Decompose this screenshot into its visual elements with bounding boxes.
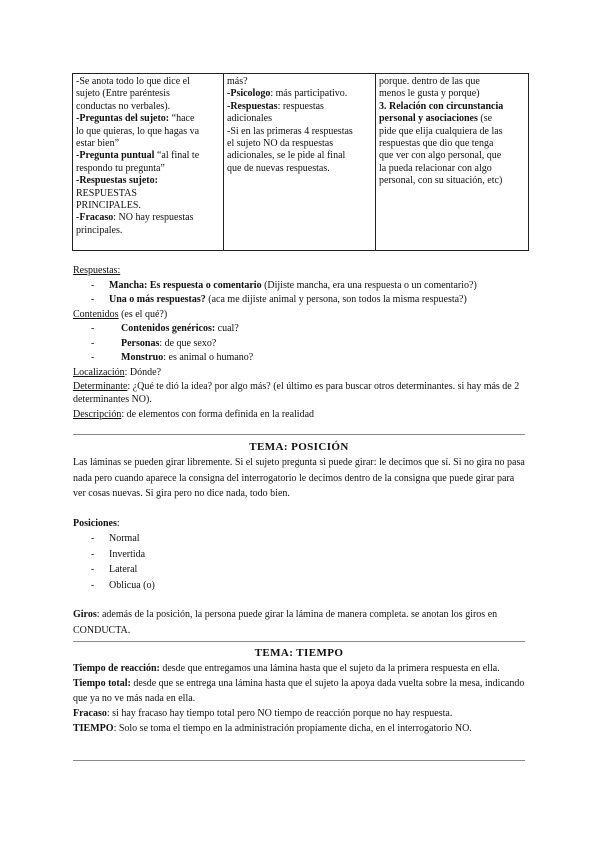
cell-line: [379, 88, 525, 100]
bold-term: 3. Relación con circunstancia: [379, 100, 504, 112]
bold-term: -Fracaso: [76, 212, 114, 224]
bold-term: personal y asociaciones: [379, 113, 478, 125]
bold-term: -Pregunta puntual: [76, 150, 155, 162]
table-row: [73, 74, 529, 251]
text-run: estar bien”: [76, 138, 120, 150]
cell-line: [76, 175, 220, 187]
tiempo-item: [73, 676, 529, 706]
text-run: (aca me dijiste animal y persona, son todos la misma respuesta?): [205, 294, 467, 305]
text-run: menos le gusta y porque): [379, 88, 480, 100]
tiempo-item: [73, 661, 529, 676]
list-item: [73, 279, 529, 294]
bold-term: Contenidos genéricos:: [121, 323, 216, 334]
text-run: : de que sexo?: [159, 337, 217, 349]
bold-term: -Psicologo: [227, 88, 271, 100]
cell-line: [379, 76, 525, 88]
cell-line: [227, 113, 372, 125]
text-run: : Solo se toma el tiempo en la administración propiamente dicha, en el interrogatorio NO.: [113, 723, 472, 734]
text-run: la pueda relacionar con algo: [379, 162, 492, 174]
bold-term: -Respuestas: [227, 100, 278, 112]
dash-bullet: -: [91, 579, 95, 591]
contenidos-heading: Contenidos (es el qué?): [73, 308, 168, 320]
localizacion-line: Localización: Dónde?: [73, 366, 162, 378]
text-run: desde que se entrega una lámina hasta que el sujeto la apoya dada vuelta sobre la mesa, indicando que ya no ve más nada en ella.: [73, 678, 525, 704]
cell-line: [227, 76, 372, 88]
position-label: Lateral: [109, 564, 138, 575]
cell-line: [379, 126, 525, 138]
text-run: más?: [227, 76, 248, 87]
bold-term: Tiempo total:: [73, 678, 131, 689]
text-run: : NO hay respuestas: [113, 212, 194, 224]
cell-line: [76, 101, 220, 113]
text-run: RESPUESTAS: [76, 187, 137, 199]
cell-line: [76, 163, 220, 175]
text-run: porque. dentro de las que: [379, 76, 480, 87]
text-run: cual?: [215, 323, 239, 334]
cell-line: [76, 225, 220, 237]
text-run: el sujeto NO da respuestas: [227, 138, 334, 150]
bold-term: Una o más respuestas?: [109, 294, 206, 305]
text-run: respondo tu pregunta”: [76, 162, 165, 174]
cell-line: [76, 88, 220, 100]
dash-bullet: -: [91, 533, 95, 544]
bold-term: Fracaso: [73, 708, 107, 719]
dash-bullet: -: [91, 352, 95, 363]
cell-line: [76, 200, 220, 212]
text-run: personal, con su situación, etc): [379, 175, 503, 187]
table-cell-col1: [73, 74, 224, 251]
text-run: : más participativo.: [270, 88, 348, 100]
tiempo-item: [73, 706, 529, 721]
cell-line: [227, 138, 372, 150]
position-item: [73, 547, 529, 563]
posicion-intro: Las láminas se pueden girar libremente. Si el sujeto pregunta si puede girar: le decimos que sí. Si no gira no pasa nada pero cuando aparece la consigna del interrogatorio le decimos dentro de la consigna que puede girar para ver cosas nuevas. Si gira pero no dice nada, todo bien.: [73, 457, 525, 499]
text-run: : respuestas: [277, 100, 324, 112]
dash-bullet: -: [91, 279, 95, 291]
tiempo-item: [73, 721, 529, 736]
descripcion-line: Descripción: de elementos con forma definida en la realidad: [73, 409, 315, 420]
cell-line: [379, 101, 525, 113]
cell-line: [227, 150, 372, 162]
cell-line: [227, 88, 372, 100]
cell-line: [227, 163, 372, 175]
text-run: -Si en las primeras 4 respuestas: [227, 125, 353, 137]
position-item: [73, 531, 529, 547]
list-item: [73, 322, 529, 337]
bold-term: Tiempo de reacción:: [73, 663, 160, 674]
text-run: adicionales, se le pide al final: [227, 150, 346, 162]
position-label: Oblicua (o): [109, 579, 155, 591]
text-run: : si hay fracaso hay tiempo total pero NO tiempo de reacción porque no hay respuesta.: [106, 708, 453, 719]
text-run: principales.: [76, 224, 123, 236]
text-run: -Se anota todo lo que dice el: [76, 76, 190, 87]
dash-bullet: -: [91, 548, 95, 560]
cell-line: [379, 113, 525, 125]
respuestas-heading: Respuestas:: [73, 265, 121, 276]
position-label: Normal: [109, 533, 140, 544]
posicion-section: [73, 455, 529, 638]
giros-paragraph: Giros: además de la posición, la persona puede girar la lámina de manera completa. se anotan los giros en CONDUCTA.: [73, 609, 498, 636]
bold-term: Mancha: Es respuesta o comentario: [109, 279, 262, 291]
dash-bullet: -: [91, 564, 95, 575]
text-run: sujeto (Entre paréntesis: [76, 88, 170, 100]
position-item: [73, 562, 529, 578]
list-item: [73, 293, 529, 308]
cell-line: [379, 163, 525, 175]
table-cell-col3: [376, 74, 529, 251]
tiempo-title: TEMA: TIEMPO: [254, 647, 344, 659]
divider: [73, 641, 525, 642]
cell-line: [76, 212, 220, 224]
cell-line: [379, 150, 525, 162]
list-item: [73, 337, 529, 352]
text-run: conductas no verbales).: [76, 100, 171, 112]
position-item: [73, 578, 529, 594]
divider: [73, 434, 525, 435]
tiempo-section: [73, 661, 529, 736]
cell-line: [76, 113, 220, 125]
cell-line: [76, 188, 220, 200]
divider: [73, 760, 525, 761]
cell-line: [76, 138, 220, 150]
text-run: : es animal o humano?: [163, 352, 254, 363]
cell-line: [76, 76, 220, 88]
text-run: que de nuevas respuestas.: [227, 162, 330, 174]
cell-line: [379, 138, 525, 150]
bold-term: TIEMPO: [73, 723, 114, 734]
text-run: adicionales: [227, 113, 272, 125]
cell-line: [227, 101, 372, 113]
list-item: [73, 351, 529, 366]
cell-line: [227, 126, 372, 138]
text-run: PRINCIPALES.: [76, 200, 141, 212]
text-run: (se: [477, 113, 493, 125]
bold-term: Personas: [121, 337, 160, 349]
cell-line: [76, 150, 220, 162]
posiciones-heading: Posiciones:: [73, 517, 120, 529]
text-run: desde que entregamos una lámina hasta que el sujeto da la primera respuesta en ella.: [159, 663, 500, 674]
dash-bullet: -: [91, 294, 95, 305]
determinante-line: Determinante: ¿Qué te dió la idea? por algo más? (el último es para buscar otros determinantes. si hay más de 2 determinantes NO).: [73, 381, 520, 405]
bold-term: Monstruo: [121, 352, 164, 363]
text-run: (Dijiste mancha, era una respuesta o un comentario?): [261, 279, 477, 291]
text-run: que ver con algo personal, que: [379, 150, 502, 162]
bold-term: -Respuestas sujeto:: [76, 175, 158, 187]
text-run: respuestas que dio que tenga: [379, 138, 494, 150]
notes-table: [72, 73, 529, 251]
respuestas-section: [73, 264, 529, 423]
dash-bullet: -: [91, 337, 95, 349]
text-run: lo que quieras, lo que hagas va: [76, 125, 200, 137]
cell-line: [76, 126, 220, 138]
cell-line: [379, 175, 525, 187]
table-cell-col2: [224, 74, 376, 251]
bold-term: -Preguntas del sujeto:: [76, 113, 170, 125]
text-run: pide que elija cualquiera de las: [379, 125, 503, 137]
text-run: “hace: [169, 113, 195, 125]
dash-bullet: -: [91, 323, 95, 334]
posicion-title: TEMA: POSICIÓN: [249, 441, 349, 453]
text-run: “al final te: [154, 150, 200, 162]
position-label: Invertida: [109, 548, 146, 560]
